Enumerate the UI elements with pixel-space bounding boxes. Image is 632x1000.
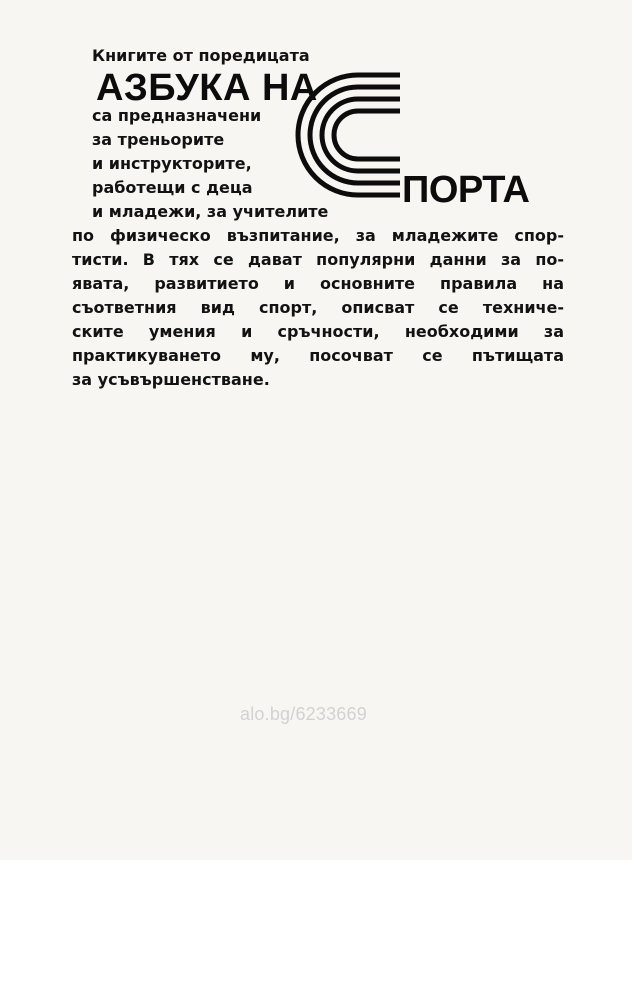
watermark-text: alo.bg/6233669 <box>240 704 367 724</box>
description-line: работещи с деца <box>92 178 253 197</box>
description-line: по физическо възпитание, за младежите спор- <box>72 226 564 245</box>
description-line: явата, развитието и основните правила на <box>72 274 564 293</box>
description-line: ските умения и сръчности, необходими за <box>72 322 564 341</box>
intro-text: Книгите от поредицата <box>92 46 310 65</box>
description-line: и инструкторите, <box>92 154 252 173</box>
description-line: тисти. В тях се дават популярни данни за по- <box>72 250 564 269</box>
series-title-line2: ПОРТА <box>402 169 530 211</box>
description-line: за треньорите <box>92 130 225 149</box>
series-title-line1: АЗБУКА НА <box>96 67 318 109</box>
description-line: практикуването му, посочват се пътищата <box>72 346 564 365</box>
description-line: съответния вид спорт, описват се техниче- <box>72 298 564 317</box>
description-line: за усъвършенстване. <box>72 370 270 389</box>
description-line: и младежи, за учителите <box>92 202 329 221</box>
description-line: са предназначени <box>92 106 262 125</box>
series-logo <box>292 70 404 200</box>
